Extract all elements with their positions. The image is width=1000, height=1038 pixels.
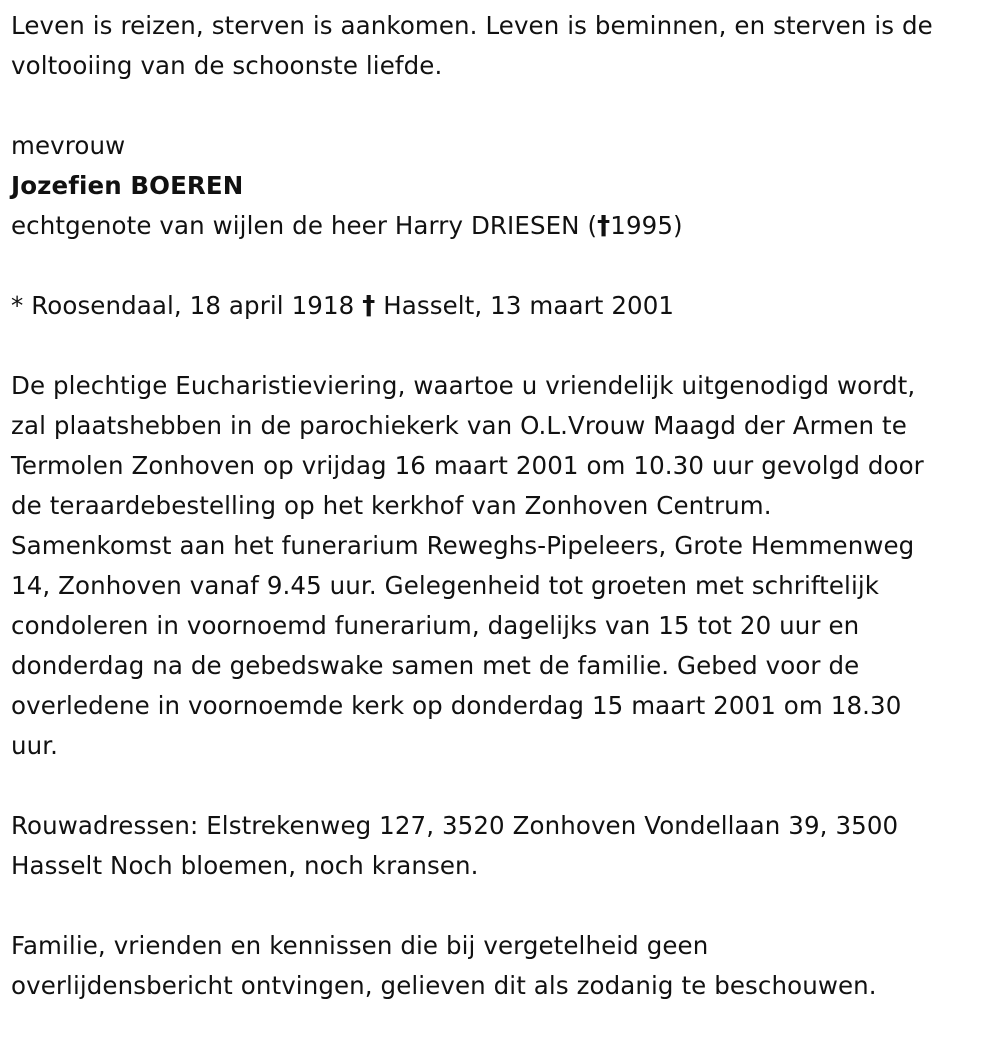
death-info: Hasselt, 13 maart 2001	[383, 291, 675, 320]
salutation	[11, 126, 1000, 166]
spouse-line-text	[11, 206, 1000, 246]
salutation-text: mevrouw	[11, 131, 126, 160]
spacer	[11, 886, 1000, 926]
intro-quote	[11, 6, 1000, 86]
dates-line	[11, 286, 1000, 326]
address-line: Hasselt Noch bloemen, noch kransen.	[11, 851, 479, 880]
spacer	[11, 326, 1000, 366]
dates-line-text	[11, 286, 1000, 326]
address-paragraph	[11, 806, 1000, 886]
closing-paragraph	[11, 926, 1000, 1006]
deceased-name-text: Jozefien BOEREN	[11, 171, 244, 200]
ceremony-line: Termolen Zonhoven op vrijdag 16 maart 2001 om 10.30 uur gevolgd door	[11, 451, 924, 480]
ceremony-line: de teraardebestelling op het kerkhof van Zonhoven Centrum.	[11, 491, 772, 520]
ceremony-line: condoleren in voornoemd funerarium, dagelijks van 15 tot 20 uur en	[11, 611, 860, 640]
spacer	[11, 766, 1000, 806]
intro-line: Leven is reizen, sterven is aankomen. Leven is beminnen, en sterven is de	[11, 11, 933, 40]
cross-icon: †	[597, 211, 611, 241]
ceremony-line: zal plaatshebben in de parochiekerk van O.L.Vrouw Maagd der Armen te	[11, 411, 907, 440]
intro-line: voltooiing van de schoonste liefde.	[11, 51, 443, 80]
ceremony-line: donderdag na de gebedswake samen met de familie. Gebed voor de	[11, 651, 860, 680]
birth-info: * Roosendaal, 18 april 1918	[11, 291, 355, 320]
spacer	[11, 246, 1000, 286]
ceremony-line: Samenkomst aan het funerarium Reweghs-Pipeleers, Grote Hemmenweg	[11, 531, 915, 560]
spouse-year: 1995)	[610, 211, 683, 240]
ceremony-paragraph	[11, 366, 1000, 766]
ceremony-line: uur.	[11, 731, 59, 760]
ceremony-line: De plechtige Eucharistieviering, waartoe u vriendelijk uitgenodigd wordt,	[11, 371, 916, 400]
deceased-name	[11, 166, 1000, 206]
cross-icon: †	[362, 291, 376, 321]
ceremony-line: 14, Zonhoven vanaf 9.45 uur. Gelegenheid tot groeten met schriftelijk	[11, 571, 880, 600]
closing-line: Familie, vrienden en kennissen die bij vergetelheid geen	[11, 931, 709, 960]
closing-line: overlijdensbericht ontvingen, gelieven dit als zodanig te beschouwen.	[11, 971, 877, 1000]
ceremony-line: overledene in voornoemde kerk op donderdag 15 maart 2001 om 18.30	[11, 691, 902, 720]
spouse-line	[11, 206, 1000, 246]
address-line: Rouwadressen: Elstrekenweg 127, 3520 Zonhoven Vondellaan 39, 3500	[11, 811, 899, 840]
spacer	[11, 86, 1000, 126]
spouse-prefix: echtgenote van wijlen de heer Harry DRIESEN (	[11, 211, 598, 240]
